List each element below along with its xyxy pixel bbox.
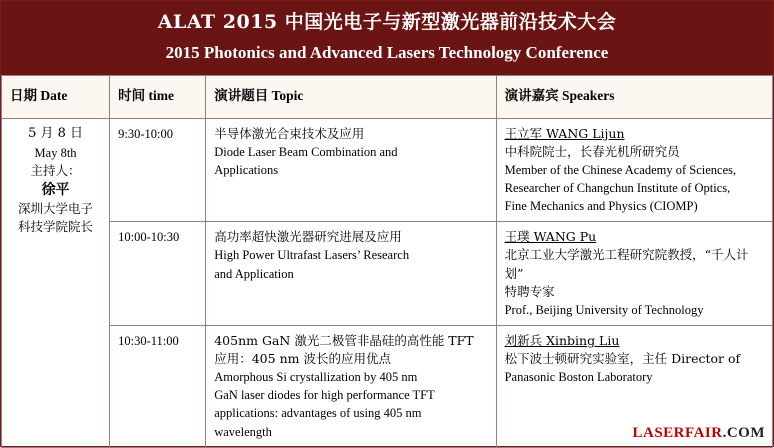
speaker-line: Researcher of Changchun Institute of Optics, bbox=[504, 181, 731, 196]
time-cell: 10:00-10:30 bbox=[110, 222, 206, 326]
topic-line: GaN laser diodes for high performance TFT bbox=[214, 388, 435, 403]
watermark-brand: LASERFAIR bbox=[632, 425, 723, 441]
speaker-line: Panasonic Boston Laboratory bbox=[504, 370, 653, 385]
topic-line: wavelength bbox=[214, 424, 272, 439]
date-line-1: 5 月 8 日 bbox=[28, 125, 84, 141]
speaker-name: 王立军 WANG Lijun bbox=[504, 125, 625, 141]
column-header-topic-cn: 演讲题目 bbox=[214, 88, 269, 105]
date-cell bbox=[2, 118, 110, 447]
speaker-line: Member of the Chinese Academy of Sciences, bbox=[504, 162, 737, 177]
page-header bbox=[1, 1, 773, 75]
table-row bbox=[2, 222, 773, 326]
speaker-line: 北京工业大学激光工程研究院教授，“千人计划” bbox=[504, 247, 749, 281]
date-line-5: 深圳大学电子 bbox=[18, 201, 94, 217]
column-header-speakers bbox=[496, 75, 772, 118]
column-header-date-en: Date bbox=[40, 88, 68, 104]
column-header-speakers-cn: 演讲嘉宾 bbox=[504, 88, 559, 105]
column-header-time-en: time bbox=[148, 88, 174, 104]
date-line-2: May 8th bbox=[34, 145, 77, 160]
column-header-time-cn: 时间 bbox=[118, 88, 146, 105]
topic-line: 高功率超快激光器研究进展及应用 bbox=[214, 229, 402, 245]
topic-line: High Power Ultrafast Lasers’ Research bbox=[214, 248, 410, 263]
table-header-row bbox=[2, 75, 773, 118]
date-line-3: 主持人： bbox=[30, 162, 81, 178]
watermark bbox=[633, 425, 766, 442]
topic-line: 半导体激光合束技术及应用 bbox=[214, 125, 365, 141]
speaker-line: 松下波士顿研究实验室，主任 Director of bbox=[504, 351, 741, 367]
column-header-time bbox=[110, 75, 206, 118]
date-line-6: 科技学院院长 bbox=[18, 219, 94, 235]
column-header-date-cn: 日期 bbox=[10, 88, 37, 105]
topic-cell bbox=[206, 222, 496, 326]
speaker-name: 王璞 WANG Pu bbox=[504, 229, 597, 245]
column-header-speakers-en: Speakers bbox=[561, 88, 615, 104]
topic-line: applications: advantages of using 405 nm bbox=[214, 406, 422, 421]
header-title-cn: ALAT 2015 中国光电子与新型激光器前沿技术大会 bbox=[157, 11, 617, 33]
time-cell: 10:30-11:00 bbox=[110, 325, 206, 447]
column-header-topic bbox=[206, 75, 496, 118]
time-cell: 9:30-10:00 bbox=[110, 118, 206, 222]
speaker-line: Prof., Beijing University of Technology bbox=[504, 302, 704, 317]
header-title-en: 2015 Photonics and Advanced Lasers Technology Conference bbox=[165, 42, 609, 62]
topic-line: Amorphous Si crystallization by 405 nm bbox=[214, 370, 418, 385]
speaker-line: 中科院院士，长春光机所研究员 bbox=[504, 143, 680, 159]
topic-line: Diode Laser Beam Combination and bbox=[214, 144, 398, 159]
speaker-name: 刘新兵 Xinbing Liu bbox=[504, 332, 620, 348]
speaker-line: 特聘专家 bbox=[504, 283, 555, 299]
watermark-domain: .COM bbox=[722, 425, 765, 441]
topic-line: 应用：405 nm 波长的应用优点 bbox=[214, 351, 391, 367]
topic-cell bbox=[206, 325, 496, 447]
host-name: 徐平 bbox=[41, 181, 70, 198]
speaker-cell bbox=[496, 118, 772, 222]
agenda-table bbox=[1, 75, 773, 448]
column-header-date bbox=[2, 75, 110, 118]
topic-cell bbox=[206, 118, 496, 222]
topic-line: 405nm GaN 激光二极管非晶硅的高性能 TFT bbox=[214, 332, 474, 348]
column-header-topic-en: Topic bbox=[271, 88, 304, 104]
speaker-cell bbox=[496, 222, 772, 326]
speaker-line: Fine Mechanics and Physics (CIOMP) bbox=[504, 199, 698, 214]
topic-line: and Application bbox=[214, 266, 294, 281]
table-row bbox=[2, 118, 773, 222]
topic-line: Applications bbox=[214, 162, 279, 177]
